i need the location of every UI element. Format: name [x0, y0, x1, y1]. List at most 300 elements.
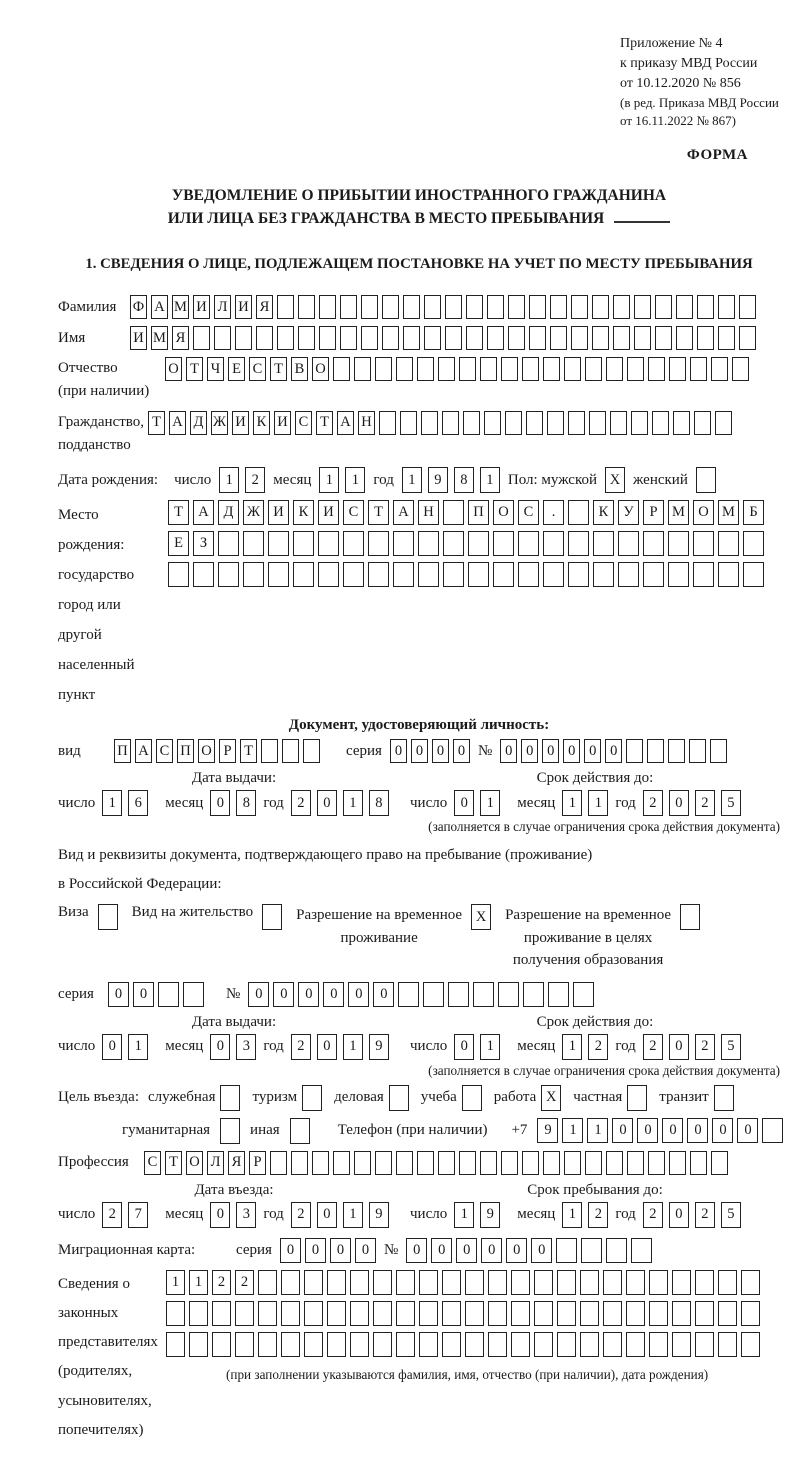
char-cell[interactable]	[696, 467, 716, 493]
char-cell[interactable]: 0	[637, 1118, 658, 1143]
char-cell[interactable]: Л	[214, 295, 231, 319]
char-cell[interactable]	[382, 295, 399, 319]
char-cell[interactable]: 2	[588, 1034, 608, 1060]
char-cell[interactable]	[511, 1332, 530, 1357]
char-cell[interactable]	[340, 295, 357, 319]
char-cell[interactable]: X	[541, 1085, 561, 1111]
char-cell[interactable]	[488, 1301, 507, 1326]
char-cell[interactable]	[652, 411, 669, 435]
char-cell[interactable]: И	[130, 326, 147, 350]
char-cell[interactable]	[354, 357, 371, 381]
char-cell[interactable]	[445, 326, 462, 350]
char-cell[interactable]	[610, 411, 627, 435]
char-cell[interactable]: 0	[280, 1238, 301, 1263]
char-cell[interactable]	[443, 562, 464, 587]
char-cell[interactable]: Д	[190, 411, 207, 435]
char-cell[interactable]: 0	[330, 1238, 351, 1263]
char-cell[interactable]	[695, 1270, 714, 1295]
char-cell[interactable]	[618, 562, 639, 587]
char-cell[interactable]	[419, 1270, 438, 1295]
char-cell[interactable]	[443, 500, 464, 525]
char-cell[interactable]	[523, 982, 544, 1007]
char-cell[interactable]: 0	[531, 1238, 552, 1263]
char-cell[interactable]	[261, 739, 278, 763]
char-cell[interactable]	[468, 531, 489, 556]
char-cell[interactable]	[498, 982, 519, 1007]
char-cell[interactable]	[398, 982, 419, 1007]
char-cell[interactable]: X	[471, 904, 491, 930]
char-cell[interactable]: .	[543, 500, 564, 525]
char-cell[interactable]: 1	[343, 1202, 363, 1228]
char-cell[interactable]	[484, 411, 501, 435]
char-cell[interactable]	[343, 562, 364, 587]
char-cell[interactable]: 1	[480, 790, 500, 816]
char-cell[interactable]	[649, 1301, 668, 1326]
char-cell[interactable]	[568, 531, 589, 556]
char-cell[interactable]	[603, 1301, 622, 1326]
char-cell[interactable]: О	[186, 1151, 203, 1175]
char-cell[interactable]	[593, 531, 614, 556]
char-cell[interactable]	[368, 531, 389, 556]
char-cell[interactable]	[522, 357, 539, 381]
char-cell[interactable]	[375, 357, 392, 381]
char-cell[interactable]: М	[151, 326, 168, 350]
char-cell[interactable]	[603, 1332, 622, 1357]
char-cell[interactable]	[361, 295, 378, 319]
char-cell[interactable]: О	[198, 739, 215, 763]
char-cell[interactable]: 0	[108, 982, 129, 1007]
char-cell[interactable]	[557, 1332, 576, 1357]
char-cell[interactable]: 1	[562, 1034, 582, 1060]
char-cell[interactable]: 2	[695, 1202, 715, 1228]
char-cell[interactable]	[501, 357, 518, 381]
char-cell[interactable]: Т	[240, 739, 257, 763]
char-cell[interactable]: И	[193, 295, 210, 319]
char-cell[interactable]: 1	[587, 1118, 608, 1143]
char-cell[interactable]	[710, 739, 727, 763]
char-cell[interactable]: Е	[168, 531, 189, 556]
char-cell[interactable]	[423, 982, 444, 1007]
char-cell[interactable]: А	[135, 739, 152, 763]
char-cell[interactable]: 5	[721, 1202, 741, 1228]
char-cell[interactable]	[593, 562, 614, 587]
char-cell[interactable]	[212, 1332, 231, 1357]
char-cell[interactable]: О	[312, 357, 329, 381]
char-cell[interactable]	[235, 326, 252, 350]
char-cell[interactable]: 0	[305, 1238, 326, 1263]
char-cell[interactable]: 0	[248, 982, 269, 1007]
char-cell[interactable]: 0	[669, 1034, 689, 1060]
char-cell[interactable]: Т	[168, 500, 189, 525]
char-cell[interactable]: Т	[270, 357, 287, 381]
char-cell[interactable]	[714, 1085, 734, 1111]
char-cell[interactable]	[649, 1332, 668, 1357]
char-cell[interactable]: 1	[454, 1202, 474, 1228]
char-cell[interactable]	[281, 1332, 300, 1357]
char-cell[interactable]: Я	[172, 326, 189, 350]
char-cell[interactable]	[571, 295, 588, 319]
char-cell[interactable]	[473, 982, 494, 1007]
char-cell[interactable]	[361, 326, 378, 350]
char-cell[interactable]: 2	[212, 1270, 231, 1295]
char-cell[interactable]: 0	[687, 1118, 708, 1143]
char-cell[interactable]: 2	[695, 1034, 715, 1060]
char-cell[interactable]	[585, 357, 602, 381]
char-cell[interactable]	[459, 357, 476, 381]
char-cell[interactable]	[421, 411, 438, 435]
char-cell[interactable]	[418, 531, 439, 556]
char-cell[interactable]	[258, 1301, 277, 1326]
char-cell[interactable]: 0	[481, 1238, 502, 1263]
char-cell[interactable]	[603, 1270, 622, 1295]
char-cell[interactable]: 2	[695, 790, 715, 816]
char-cell[interactable]: М	[718, 500, 739, 525]
char-cell[interactable]	[718, 531, 739, 556]
char-cell[interactable]	[568, 562, 589, 587]
char-cell[interactable]	[529, 326, 546, 350]
char-cell[interactable]: Т	[316, 411, 333, 435]
char-cell[interactable]	[281, 1301, 300, 1326]
char-cell[interactable]	[350, 1301, 369, 1326]
char-cell[interactable]	[220, 1085, 240, 1111]
char-cell[interactable]: И	[268, 500, 289, 525]
char-cell[interactable]	[511, 1270, 530, 1295]
char-cell[interactable]: 1	[343, 790, 363, 816]
char-cell[interactable]: М	[668, 500, 689, 525]
char-cell[interactable]	[518, 531, 539, 556]
char-cell[interactable]: 9	[369, 1034, 389, 1060]
char-cell[interactable]: 0	[411, 739, 428, 763]
char-cell[interactable]: 0	[323, 982, 344, 1007]
char-cell[interactable]	[680, 904, 700, 930]
char-cell[interactable]: 1	[402, 467, 422, 493]
char-cell[interactable]: 0	[584, 739, 601, 763]
char-cell[interactable]: 0	[102, 1034, 122, 1060]
char-cell[interactable]	[655, 295, 672, 319]
char-cell[interactable]: 0	[317, 1202, 337, 1228]
char-cell[interactable]: 5	[721, 790, 741, 816]
char-cell[interactable]: 0	[373, 982, 394, 1007]
char-cell[interactable]: Ф	[130, 295, 147, 319]
char-cell[interactable]	[695, 1332, 714, 1357]
char-cell[interactable]	[333, 357, 350, 381]
char-cell[interactable]: 2	[291, 1034, 311, 1060]
char-cell[interactable]	[235, 1301, 254, 1326]
char-cell[interactable]	[626, 739, 643, 763]
char-cell[interactable]	[627, 357, 644, 381]
char-cell[interactable]: 0	[317, 790, 337, 816]
char-cell[interactable]: 0	[348, 982, 369, 1007]
char-cell[interactable]	[672, 1301, 691, 1326]
char-cell[interactable]: 0	[456, 1238, 477, 1263]
char-cell[interactable]	[277, 326, 294, 350]
char-cell[interactable]: С	[249, 357, 266, 381]
char-cell[interactable]	[508, 295, 525, 319]
char-cell[interactable]: 1	[588, 790, 608, 816]
char-cell[interactable]: 8	[236, 790, 256, 816]
char-cell[interactable]	[373, 1301, 392, 1326]
char-cell[interactable]	[508, 326, 525, 350]
char-cell[interactable]	[442, 1270, 461, 1295]
char-cell[interactable]: И	[274, 411, 291, 435]
char-cell[interactable]: С	[156, 739, 173, 763]
char-cell[interactable]	[631, 411, 648, 435]
char-cell[interactable]	[368, 562, 389, 587]
char-cell[interactable]	[303, 739, 320, 763]
char-cell[interactable]: П	[114, 739, 131, 763]
char-cell[interactable]: 0	[431, 1238, 452, 1263]
char-cell[interactable]	[697, 326, 714, 350]
char-cell[interactable]: 6	[128, 790, 148, 816]
char-cell[interactable]: Е	[228, 357, 245, 381]
char-cell[interactable]	[340, 326, 357, 350]
char-cell[interactable]	[606, 357, 623, 381]
char-cell[interactable]	[298, 326, 315, 350]
char-cell[interactable]	[158, 982, 179, 1007]
char-cell[interactable]: С	[518, 500, 539, 525]
char-cell[interactable]	[465, 1270, 484, 1295]
char-cell[interactable]	[319, 326, 336, 350]
char-cell[interactable]	[193, 562, 214, 587]
char-cell[interactable]	[550, 295, 567, 319]
char-cell[interactable]	[511, 1301, 530, 1326]
char-cell[interactable]	[389, 1085, 409, 1111]
char-cell[interactable]	[493, 531, 514, 556]
char-cell[interactable]: Р	[249, 1151, 266, 1175]
char-cell[interactable]: 0	[521, 739, 538, 763]
char-cell[interactable]: И	[232, 411, 249, 435]
char-cell[interactable]	[668, 562, 689, 587]
char-cell[interactable]: 1	[102, 790, 122, 816]
char-cell[interactable]	[543, 531, 564, 556]
char-cell[interactable]: С	[295, 411, 312, 435]
char-cell[interactable]	[732, 357, 749, 381]
char-cell[interactable]	[487, 295, 504, 319]
char-cell[interactable]: 0	[453, 739, 470, 763]
char-cell[interactable]: 0	[210, 790, 230, 816]
char-cell[interactable]: П	[468, 500, 489, 525]
char-cell[interactable]	[189, 1332, 208, 1357]
char-cell[interactable]: З	[193, 531, 214, 556]
char-cell[interactable]	[518, 562, 539, 587]
char-cell[interactable]	[626, 1332, 645, 1357]
char-cell[interactable]: 1	[343, 1034, 363, 1060]
char-cell[interactable]: 8	[454, 467, 474, 493]
char-cell[interactable]: 9	[428, 467, 448, 493]
char-cell[interactable]	[689, 739, 706, 763]
char-cell[interactable]: 0	[542, 739, 559, 763]
char-cell[interactable]	[438, 357, 455, 381]
char-cell[interactable]: 1	[562, 790, 582, 816]
char-cell[interactable]	[445, 295, 462, 319]
char-cell[interactable]: X	[605, 467, 625, 493]
char-cell[interactable]	[268, 562, 289, 587]
char-cell[interactable]	[676, 326, 693, 350]
char-cell[interactable]: В	[291, 357, 308, 381]
char-cell[interactable]	[465, 1332, 484, 1357]
char-cell[interactable]: 1	[189, 1270, 208, 1295]
char-cell[interactable]	[741, 1332, 760, 1357]
char-cell[interactable]	[564, 357, 581, 381]
char-cell[interactable]	[327, 1270, 346, 1295]
char-cell[interactable]	[568, 500, 589, 525]
char-cell[interactable]	[393, 562, 414, 587]
char-cell[interactable]: А	[337, 411, 354, 435]
char-cell[interactable]	[580, 1301, 599, 1326]
char-cell[interactable]	[243, 531, 264, 556]
char-cell[interactable]: 0	[406, 1238, 427, 1263]
char-cell[interactable]	[302, 1085, 322, 1111]
char-cell[interactable]	[382, 326, 399, 350]
char-cell[interactable]	[290, 1118, 310, 1144]
char-cell[interactable]	[373, 1270, 392, 1295]
char-cell[interactable]: Т	[148, 411, 165, 435]
char-cell[interactable]	[442, 1301, 461, 1326]
char-cell[interactable]	[634, 326, 651, 350]
char-cell[interactable]	[218, 531, 239, 556]
char-cell[interactable]	[268, 531, 289, 556]
char-cell[interactable]	[568, 411, 585, 435]
char-cell[interactable]: П	[177, 739, 194, 763]
char-cell[interactable]	[327, 1332, 346, 1357]
char-cell[interactable]	[304, 1332, 323, 1357]
char-cell[interactable]: А	[393, 500, 414, 525]
char-cell[interactable]: 0	[605, 739, 622, 763]
char-cell[interactable]	[318, 531, 339, 556]
char-cell[interactable]: Ч	[207, 357, 224, 381]
char-cell[interactable]	[462, 1085, 482, 1111]
char-cell[interactable]: 2	[291, 790, 311, 816]
char-cell[interactable]: 0	[669, 1202, 689, 1228]
char-cell[interactable]	[534, 1332, 553, 1357]
char-cell[interactable]: 1	[480, 467, 500, 493]
char-cell[interactable]	[547, 411, 564, 435]
char-cell[interactable]	[442, 1332, 461, 1357]
char-cell[interactable]	[166, 1301, 185, 1326]
char-cell[interactable]	[418, 562, 439, 587]
char-cell[interactable]: 0	[273, 982, 294, 1007]
char-cell[interactable]	[318, 562, 339, 587]
char-cell[interactable]: 1	[128, 1034, 148, 1060]
char-cell[interactable]	[571, 326, 588, 350]
char-cell[interactable]	[293, 562, 314, 587]
char-cell[interactable]: Н	[418, 500, 439, 525]
char-cell[interactable]: 0	[563, 739, 580, 763]
char-cell[interactable]	[168, 562, 189, 587]
char-cell[interactable]	[166, 1332, 185, 1357]
char-cell[interactable]	[505, 411, 522, 435]
char-cell[interactable]	[618, 531, 639, 556]
char-cell[interactable]	[373, 1332, 392, 1357]
char-cell[interactable]: Я	[228, 1151, 245, 1175]
char-cell[interactable]: Б	[743, 500, 764, 525]
char-cell[interactable]	[626, 1270, 645, 1295]
char-cell[interactable]	[543, 357, 560, 381]
char-cell[interactable]	[649, 1270, 668, 1295]
char-cell[interactable]	[319, 295, 336, 319]
char-cell[interactable]	[718, 295, 735, 319]
char-cell[interactable]: 5	[721, 1034, 741, 1060]
char-cell[interactable]: 0	[612, 1118, 633, 1143]
char-cell[interactable]: Л	[207, 1151, 224, 1175]
char-cell[interactable]	[557, 1270, 576, 1295]
char-cell[interactable]	[298, 295, 315, 319]
char-cell[interactable]: Я	[256, 295, 273, 319]
char-cell[interactable]: Р	[643, 500, 664, 525]
char-cell[interactable]	[487, 326, 504, 350]
char-cell[interactable]: И	[318, 500, 339, 525]
char-cell[interactable]: 0	[432, 739, 449, 763]
char-cell[interactable]	[693, 562, 714, 587]
char-cell[interactable]	[668, 531, 689, 556]
char-cell[interactable]: 0	[662, 1118, 683, 1143]
char-cell[interactable]	[581, 1238, 602, 1263]
char-cell[interactable]	[424, 295, 441, 319]
char-cell[interactable]: 2	[235, 1270, 254, 1295]
char-cell[interactable]: 0	[390, 739, 407, 763]
char-cell[interactable]: 2	[291, 1202, 311, 1228]
char-cell[interactable]	[468, 562, 489, 587]
char-cell[interactable]: 0	[210, 1034, 230, 1060]
char-cell[interactable]: А	[193, 500, 214, 525]
char-cell[interactable]	[697, 295, 714, 319]
char-cell[interactable]	[669, 357, 686, 381]
char-cell[interactable]: 0	[454, 790, 474, 816]
char-cell[interactable]	[592, 295, 609, 319]
char-cell[interactable]	[557, 1301, 576, 1326]
char-cell[interactable]	[672, 1332, 691, 1357]
char-cell[interactable]	[613, 326, 630, 350]
char-cell[interactable]: Т	[368, 500, 389, 525]
char-cell[interactable]	[419, 1301, 438, 1326]
char-cell[interactable]	[673, 411, 690, 435]
char-cell[interactable]: 1	[166, 1270, 185, 1295]
char-cell[interactable]: Ж	[211, 411, 228, 435]
char-cell[interactable]	[293, 531, 314, 556]
char-cell[interactable]	[193, 326, 210, 350]
char-cell[interactable]	[327, 1301, 346, 1326]
char-cell[interactable]	[448, 982, 469, 1007]
char-cell[interactable]: 0	[500, 739, 517, 763]
char-cell[interactable]	[488, 1270, 507, 1295]
char-cell[interactable]	[529, 295, 546, 319]
char-cell[interactable]	[403, 326, 420, 350]
char-cell[interactable]	[534, 1301, 553, 1326]
char-cell[interactable]	[606, 1238, 627, 1263]
char-cell[interactable]: О	[693, 500, 714, 525]
char-cell[interactable]: Ж	[243, 500, 264, 525]
char-cell[interactable]	[417, 357, 434, 381]
char-cell[interactable]: 1	[345, 467, 365, 493]
char-cell[interactable]	[718, 1301, 737, 1326]
char-cell[interactable]	[98, 904, 118, 930]
char-cell[interactable]: 2	[643, 1202, 663, 1228]
char-cell[interactable]	[627, 1085, 647, 1111]
char-cell[interactable]	[304, 1301, 323, 1326]
char-cell[interactable]: А	[151, 295, 168, 319]
char-cell[interactable]	[350, 1270, 369, 1295]
char-cell[interactable]: 2	[643, 790, 663, 816]
char-cell[interactable]: И	[235, 295, 252, 319]
char-cell[interactable]: У	[618, 500, 639, 525]
char-cell[interactable]: 1	[219, 467, 239, 493]
char-cell[interactable]	[526, 411, 543, 435]
char-cell[interactable]: Т	[165, 1151, 182, 1175]
char-cell[interactable]	[183, 982, 204, 1007]
char-cell[interactable]: 0	[298, 982, 319, 1007]
char-cell[interactable]: О	[165, 357, 182, 381]
char-cell[interactable]: К	[253, 411, 270, 435]
